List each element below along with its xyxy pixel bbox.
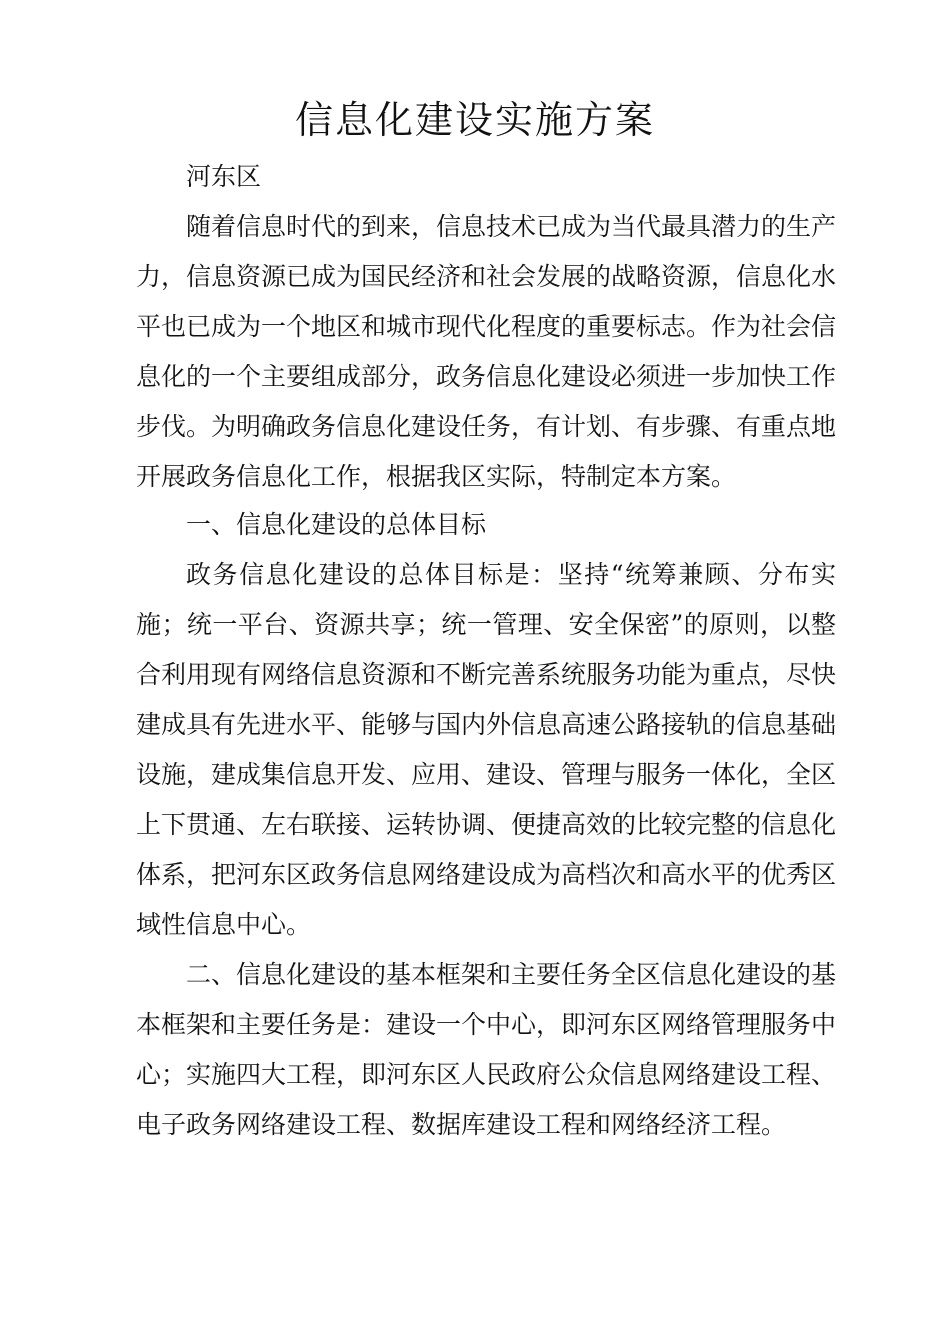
framework-tasks-paragraph: 二、信息化建设的基本框架和主要任务全区信息化建设的基本框架和主要任务是：建设一个中心，即河东区网络管理服务中心；实施四大工程，即河东区人民政府公众信息网络建设工程、电子政务网络建设工程、数据库建设工程和网络经济工程。 xyxy=(136,960,837,1139)
overall-goal-paragraph: 政务信息化建设的总体目标是：坚持“统筹兼顾、分布实施；统一平台、资源共享；统一管理、安全保密”的原则，以整合利用现有网络信息资源和不断完善系统服务功能为重点，尽快建成具有先进水平、能够与国内外信息高速公路接轨的信息基础设施，建成集信息开发、应用、建设、管理与服务一体化，全区上下贯通、左右联接、运转协调、便捷高效的比较完整的信息化体系，把河东区政务信息网络建设成为高档次和高水平的优秀区域性信息中心。 xyxy=(136,560,837,939)
document-title: 信息化建设实施方案 xyxy=(294,98,655,142)
intro-paragraph: 随着信息时代的到来，信息技术已成为当代最具潜力的生产力，信息资源已成为国民经济和社会发展的战略资源，信息化水平也已成为一个地区和城市现代化程度的重要标志。作为社会信息化的一个主要组成部分，政务信息化建设必须进一步加快工作步伐。为明确政务信息化建设任务，有计划、有步骤、有重点地开展政务信息化工作，根据我区实际，特制定本方案。 xyxy=(136,212,837,491)
section-heading-overall-goal: 一、信息化建设的总体目标 xyxy=(186,510,487,539)
district-name: 河东区 xyxy=(186,162,262,191)
